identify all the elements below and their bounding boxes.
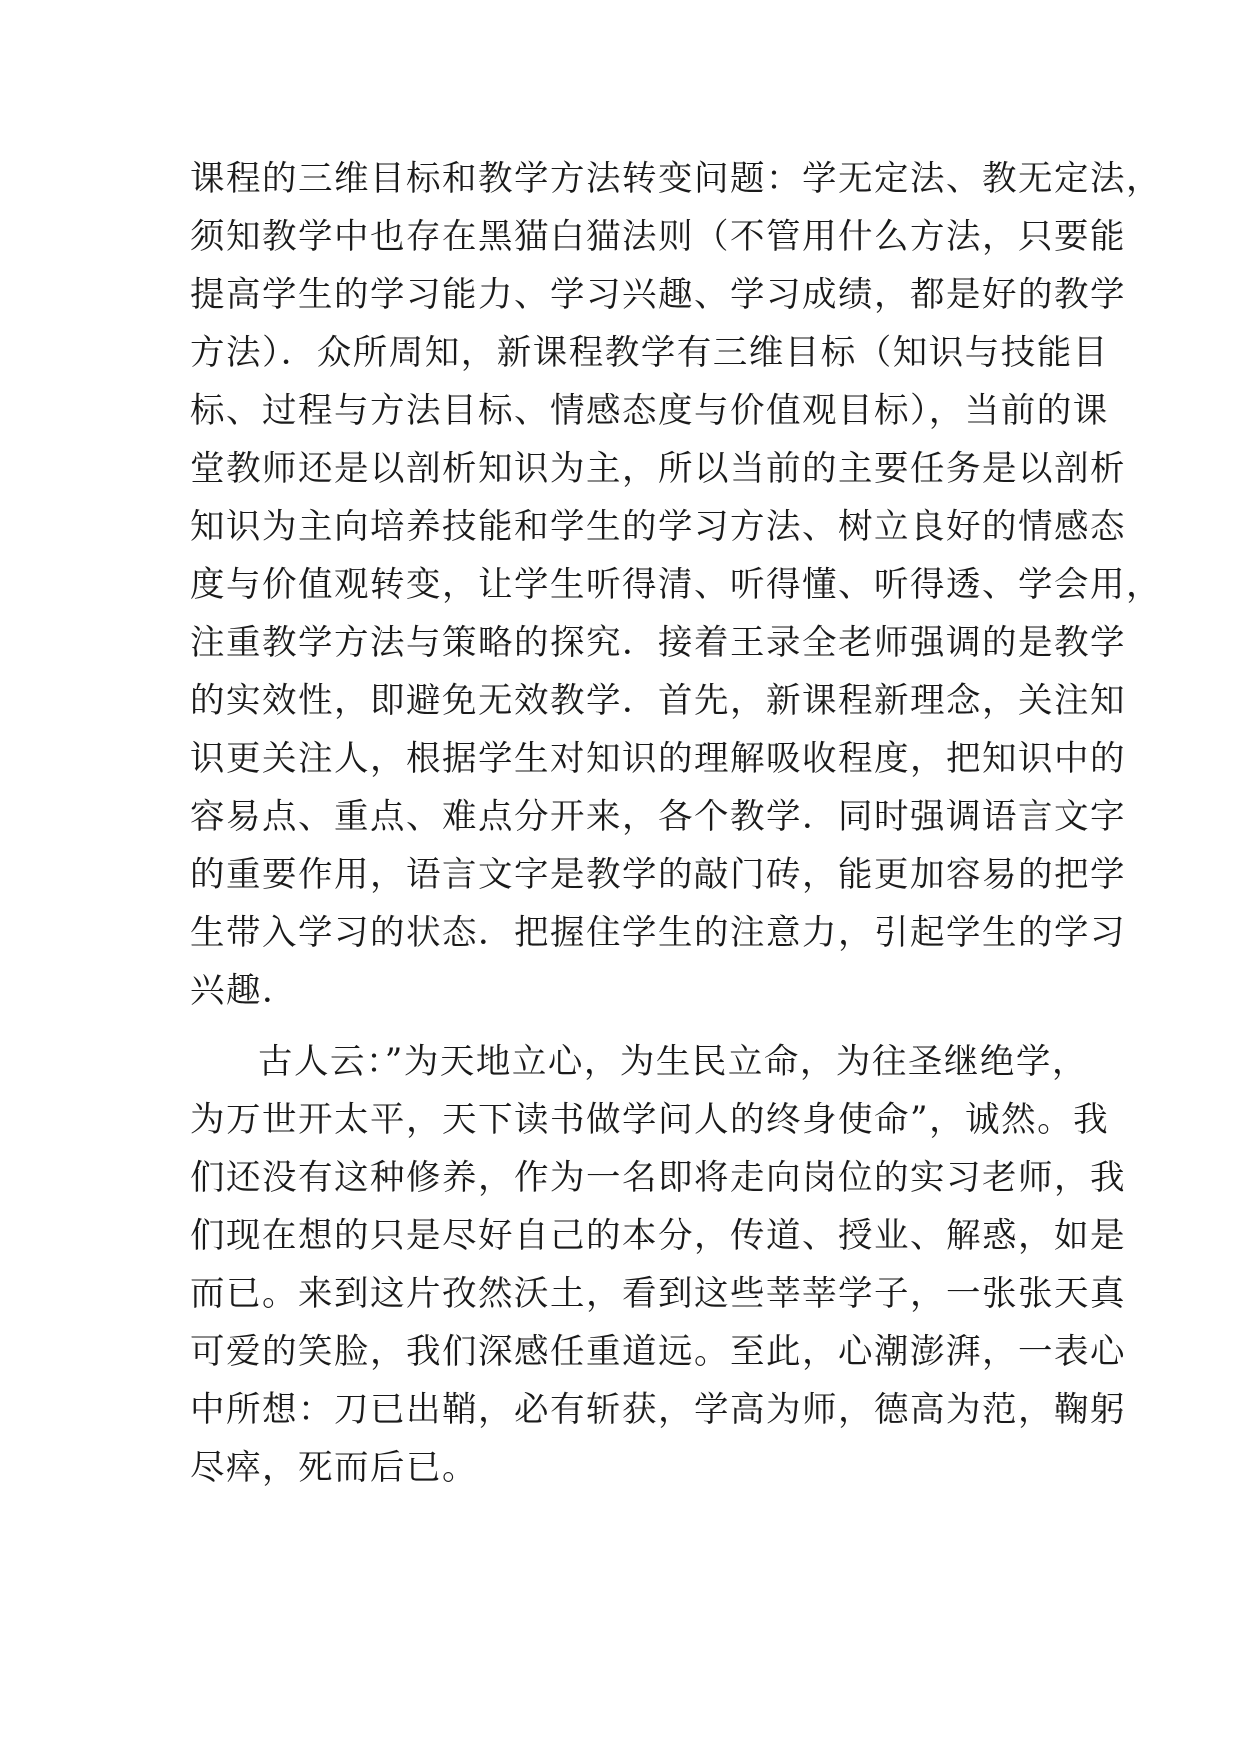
text-line: 为万世开太平，天下读书做学问人的终身使命”，诚然。我 <box>190 1100 1110 1140</box>
text-line-first-indented: 古人云：”为天地立心，为生民立命，为往圣继绝学， <box>258 1042 1088 1082</box>
text-line: 度与价值观转变，让学生听得清、听得懂、听得透、学会用， <box>190 565 1162 605</box>
text-line: 知识为主向培养技能和学生的学习方法、树立良好的情感态 <box>190 507 1126 547</box>
text-line: 注重教学方法与策略的探究．接着王录全老师强调的是教学 <box>190 623 1126 663</box>
text-line: 生带入学习的状态．把握住学生的注意力，引起学生的学习 <box>190 913 1126 953</box>
text-line: 尽瘁，死而后已。 <box>190 1448 478 1488</box>
text-line: 课程的三维目标和教学方法转变问题：学无定法、教无定法， <box>190 159 1162 199</box>
text-line: 的重要作用，语言文字是教学的敲门砖，能更加容易的把学 <box>190 855 1126 895</box>
text-line: 标、过程与方法目标、情感态度与价值观目标），当前的课 <box>190 391 1109 431</box>
text-line: 们还没有这种修养，作为一名即将走向岗位的实习老师，我 <box>190 1158 1126 1198</box>
text-line: 可爱的笑脸，我们深感任重道远。至此，心潮澎湃，一表心 <box>190 1332 1126 1372</box>
text-line: 须知教学中也存在黑猫白猫法则（不管用什么方法，只要能 <box>190 217 1126 257</box>
paragraph-1 <box>190 150 1162 1020</box>
text-line: 堂教师还是以剖析知识为主，所以当前的主要任务是以剖析 <box>190 449 1126 489</box>
text-line: 提高学生的学习能力、学习兴趣、学习成绩，都是好的教学 <box>190 275 1126 315</box>
text-line: 们现在想的只是尽好自己的本分，传道、授业、解惑，如是 <box>190 1216 1126 1256</box>
paragraph-2 <box>190 1033 1126 1497</box>
text-line: 识更关注人，根据学生对知识的理解吸收程度，把知识中的 <box>190 739 1126 779</box>
text-line: 兴趣． <box>190 971 298 1011</box>
text-line: 容易点、重点、难点分开来，各个教学．同时强调语言文字 <box>190 797 1126 837</box>
text-line: 中所想：刀已出鞘，必有斩获，学高为师，德高为范，鞠躬 <box>190 1390 1126 1430</box>
text-line: 方法）．众所周知，新课程教学有三维目标（知识与技能目 <box>190 333 1109 373</box>
text-line: 的实效性，即避免无效教学．首先，新课程新理念，关注知 <box>190 681 1126 721</box>
text-line: 而已。来到这片孜然沃土，看到这些莘莘学子，一张张天真 <box>190 1274 1126 1314</box>
